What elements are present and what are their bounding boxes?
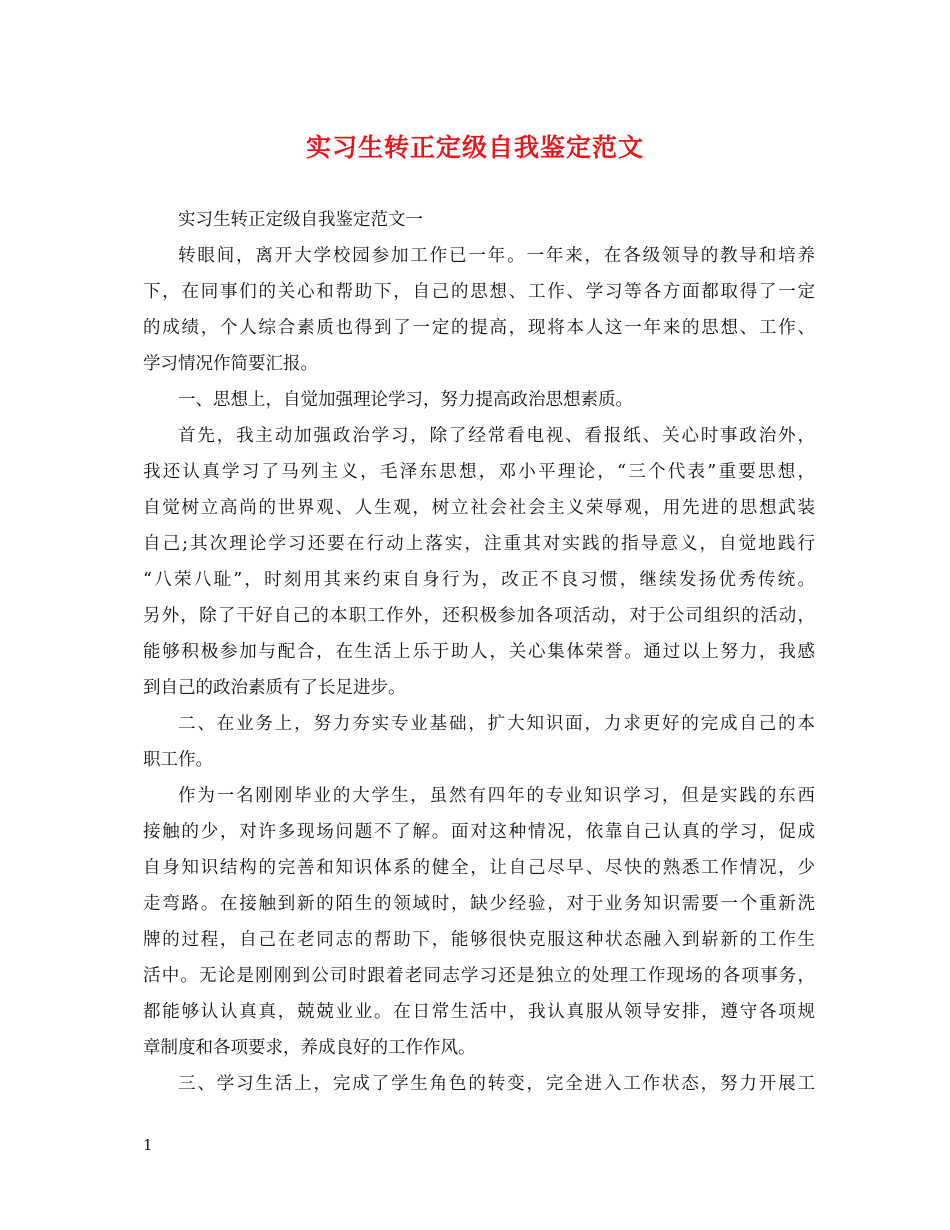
text-line: 自己;其次理论学习还要在行动上落实，注重其对实践的指导意义，自觉地践行	[143, 534, 815, 554]
text-line: 下，在同事们的关心和帮助下，自己的思想、工作、学习等各方面都取得了一定	[143, 282, 815, 302]
text-line: 牌的过程，自己在老同志的帮助下，能够很快克服这种状态融入到崭新的工作生	[143, 930, 815, 950]
text-line: 作为一名刚刚毕业的大学生，虽然有四年的专业知识学习，但是实践的东西	[178, 786, 815, 806]
text-line: 活中。无论是刚刚到公司时跟着老同志学习还是独立的处理工作现场的各项事务，	[143, 966, 815, 986]
document-body	[143, 202, 815, 1102]
text-line: 学习情况作简要汇报。	[143, 354, 318, 374]
text-line: 能够积极参加与配合，在生活上乐于助人，关心集体荣誉。通过以上努力，我感	[143, 642, 815, 662]
text-line: 转眼间，离开大学校园参加工作已一年。一年来，在各级领导的教导和培养	[178, 246, 815, 266]
text-line: 我还认真学习了马列主义，毛泽东思想，邓小平理论，“三个代表”重要思想，	[143, 462, 815, 482]
text-line: 接触的少，对许多现场问题不了解。面对这种情况，依靠自己认真的学习，促成	[143, 822, 815, 842]
text-line: 自身知识结构的完善和知识体系的健全，让自己尽早、尽快的熟悉工作情况，少	[143, 858, 815, 878]
page-number: 1	[143, 1136, 153, 1154]
text-line: 到自己的政治素质有了长足进步。	[143, 678, 406, 698]
paragraph-heading: 实习生转正定级自我鉴定范文一	[178, 210, 423, 230]
text-line: 走弯路。在接触到新的陌生的领域时，缺少经验，对于业务知识需要一个重新洗	[143, 894, 815, 914]
text-line: 首先，我主动加强政治学习，除了经常看电视、看报纸、关心时事政治外，	[178, 426, 815, 446]
text-line: 都能够认认真真，兢兢业业。在日常生活中，我认真服从领导安排，遵守各项规	[143, 1002, 815, 1022]
text-line: 自觉树立高尚的世界观、人生观，树立社会社会主义荣辱观，用先进的思想武装	[143, 498, 815, 518]
section-heading: 职工作。	[143, 750, 213, 770]
text-line: 的成绩，个人综合素质也得到了一定的提高，现将本人这一年来的思想、工作、	[143, 318, 815, 338]
section-heading: 二、在业务上，努力夯实专业基础，扩大知识面，力求更好的完成自己的本	[178, 714, 815, 734]
section-heading: 三、学习生活上，完成了学生角色的转变，完全进入工作状态，努力开展工	[178, 1074, 815, 1094]
document-title: 实习生转正定级自我鉴定范文	[305, 133, 644, 162]
text-line: 另外，除了干好自己的本职工作外，还积极参加各项活动，对于公司组织的活动，	[143, 606, 815, 626]
text-line: 章制度和各项要求，养成良好的工作作风。	[143, 1038, 476, 1058]
section-heading: 一、思想上，自觉加强理论学习，努力提高政治思想素质。	[178, 390, 633, 410]
text-line: “八荣八耻”，时刻用其来约束自身行为，改正不良习惯，继续发扬优秀传统。	[143, 570, 815, 590]
